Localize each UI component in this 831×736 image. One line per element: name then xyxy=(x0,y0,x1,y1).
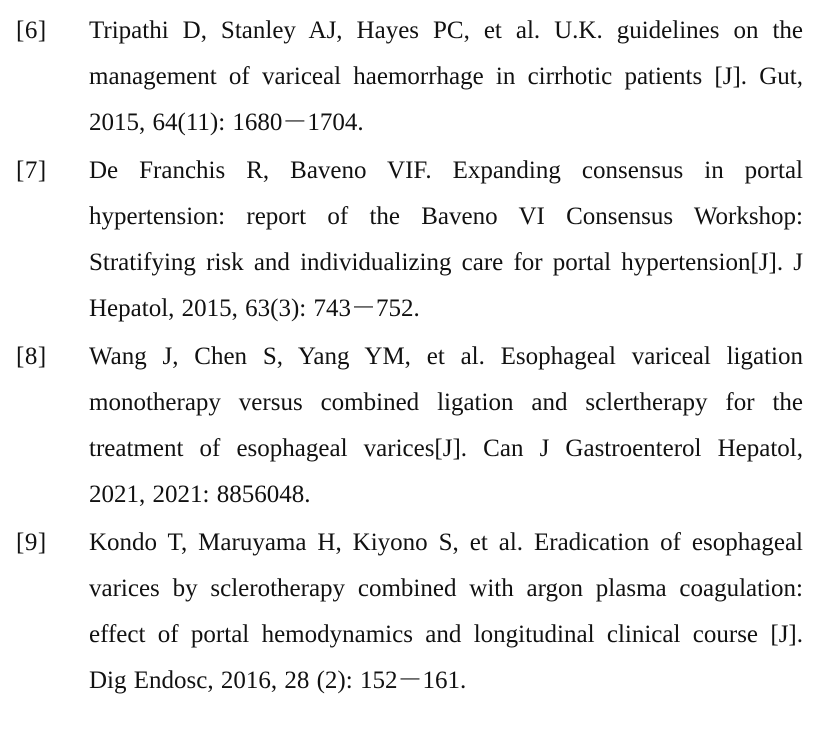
reference-number: [9] xyxy=(16,529,47,556)
reference-item xyxy=(0,8,831,146)
reference-number: [7] xyxy=(16,157,47,184)
reference-number: [6] xyxy=(16,17,47,44)
reference-text: Wang J, Chen S, Yang YM, et al. Esophageal variceal ligation monotherapy versus combined ligation and sclertherapy for the treatment of esophageal varices[J]. Can J Gastroenterol Hepatol, 2021, 2021: 8856048. xyxy=(89,343,803,508)
reference-list xyxy=(0,8,831,706)
reference-item xyxy=(0,520,831,704)
reference-number: [8] xyxy=(16,343,47,370)
reference-item xyxy=(0,148,831,332)
reference-text: Kondo T, Maruyama H, Kiyono S, et al. Eradication of esophageal varices by sclerotherapy combined with argon plasma coagulation: effect of portal hemodynamics and longitudinal clinical course [J]. Dig Endosc, 2016, 28 (2): 152－161. xyxy=(89,529,803,694)
reference-text: De Franchis R, Baveno VIF. Expanding consensus in portal hypertension: report of the Baveno VI Consensus Workshop: Stratifying risk and individualizing care for portal hypertension[J]. J Hepatol, 2015, 63(3): 743－752. xyxy=(89,157,803,322)
reference-item xyxy=(0,334,831,518)
reference-text: Tripathi D, Stanley AJ, Hayes PC, et al. U.K. guidelines on the management of variceal haemorrhage in cirrhotic patients [J]. Gut, 2015, 64(11): 1680－1704. xyxy=(89,17,803,136)
